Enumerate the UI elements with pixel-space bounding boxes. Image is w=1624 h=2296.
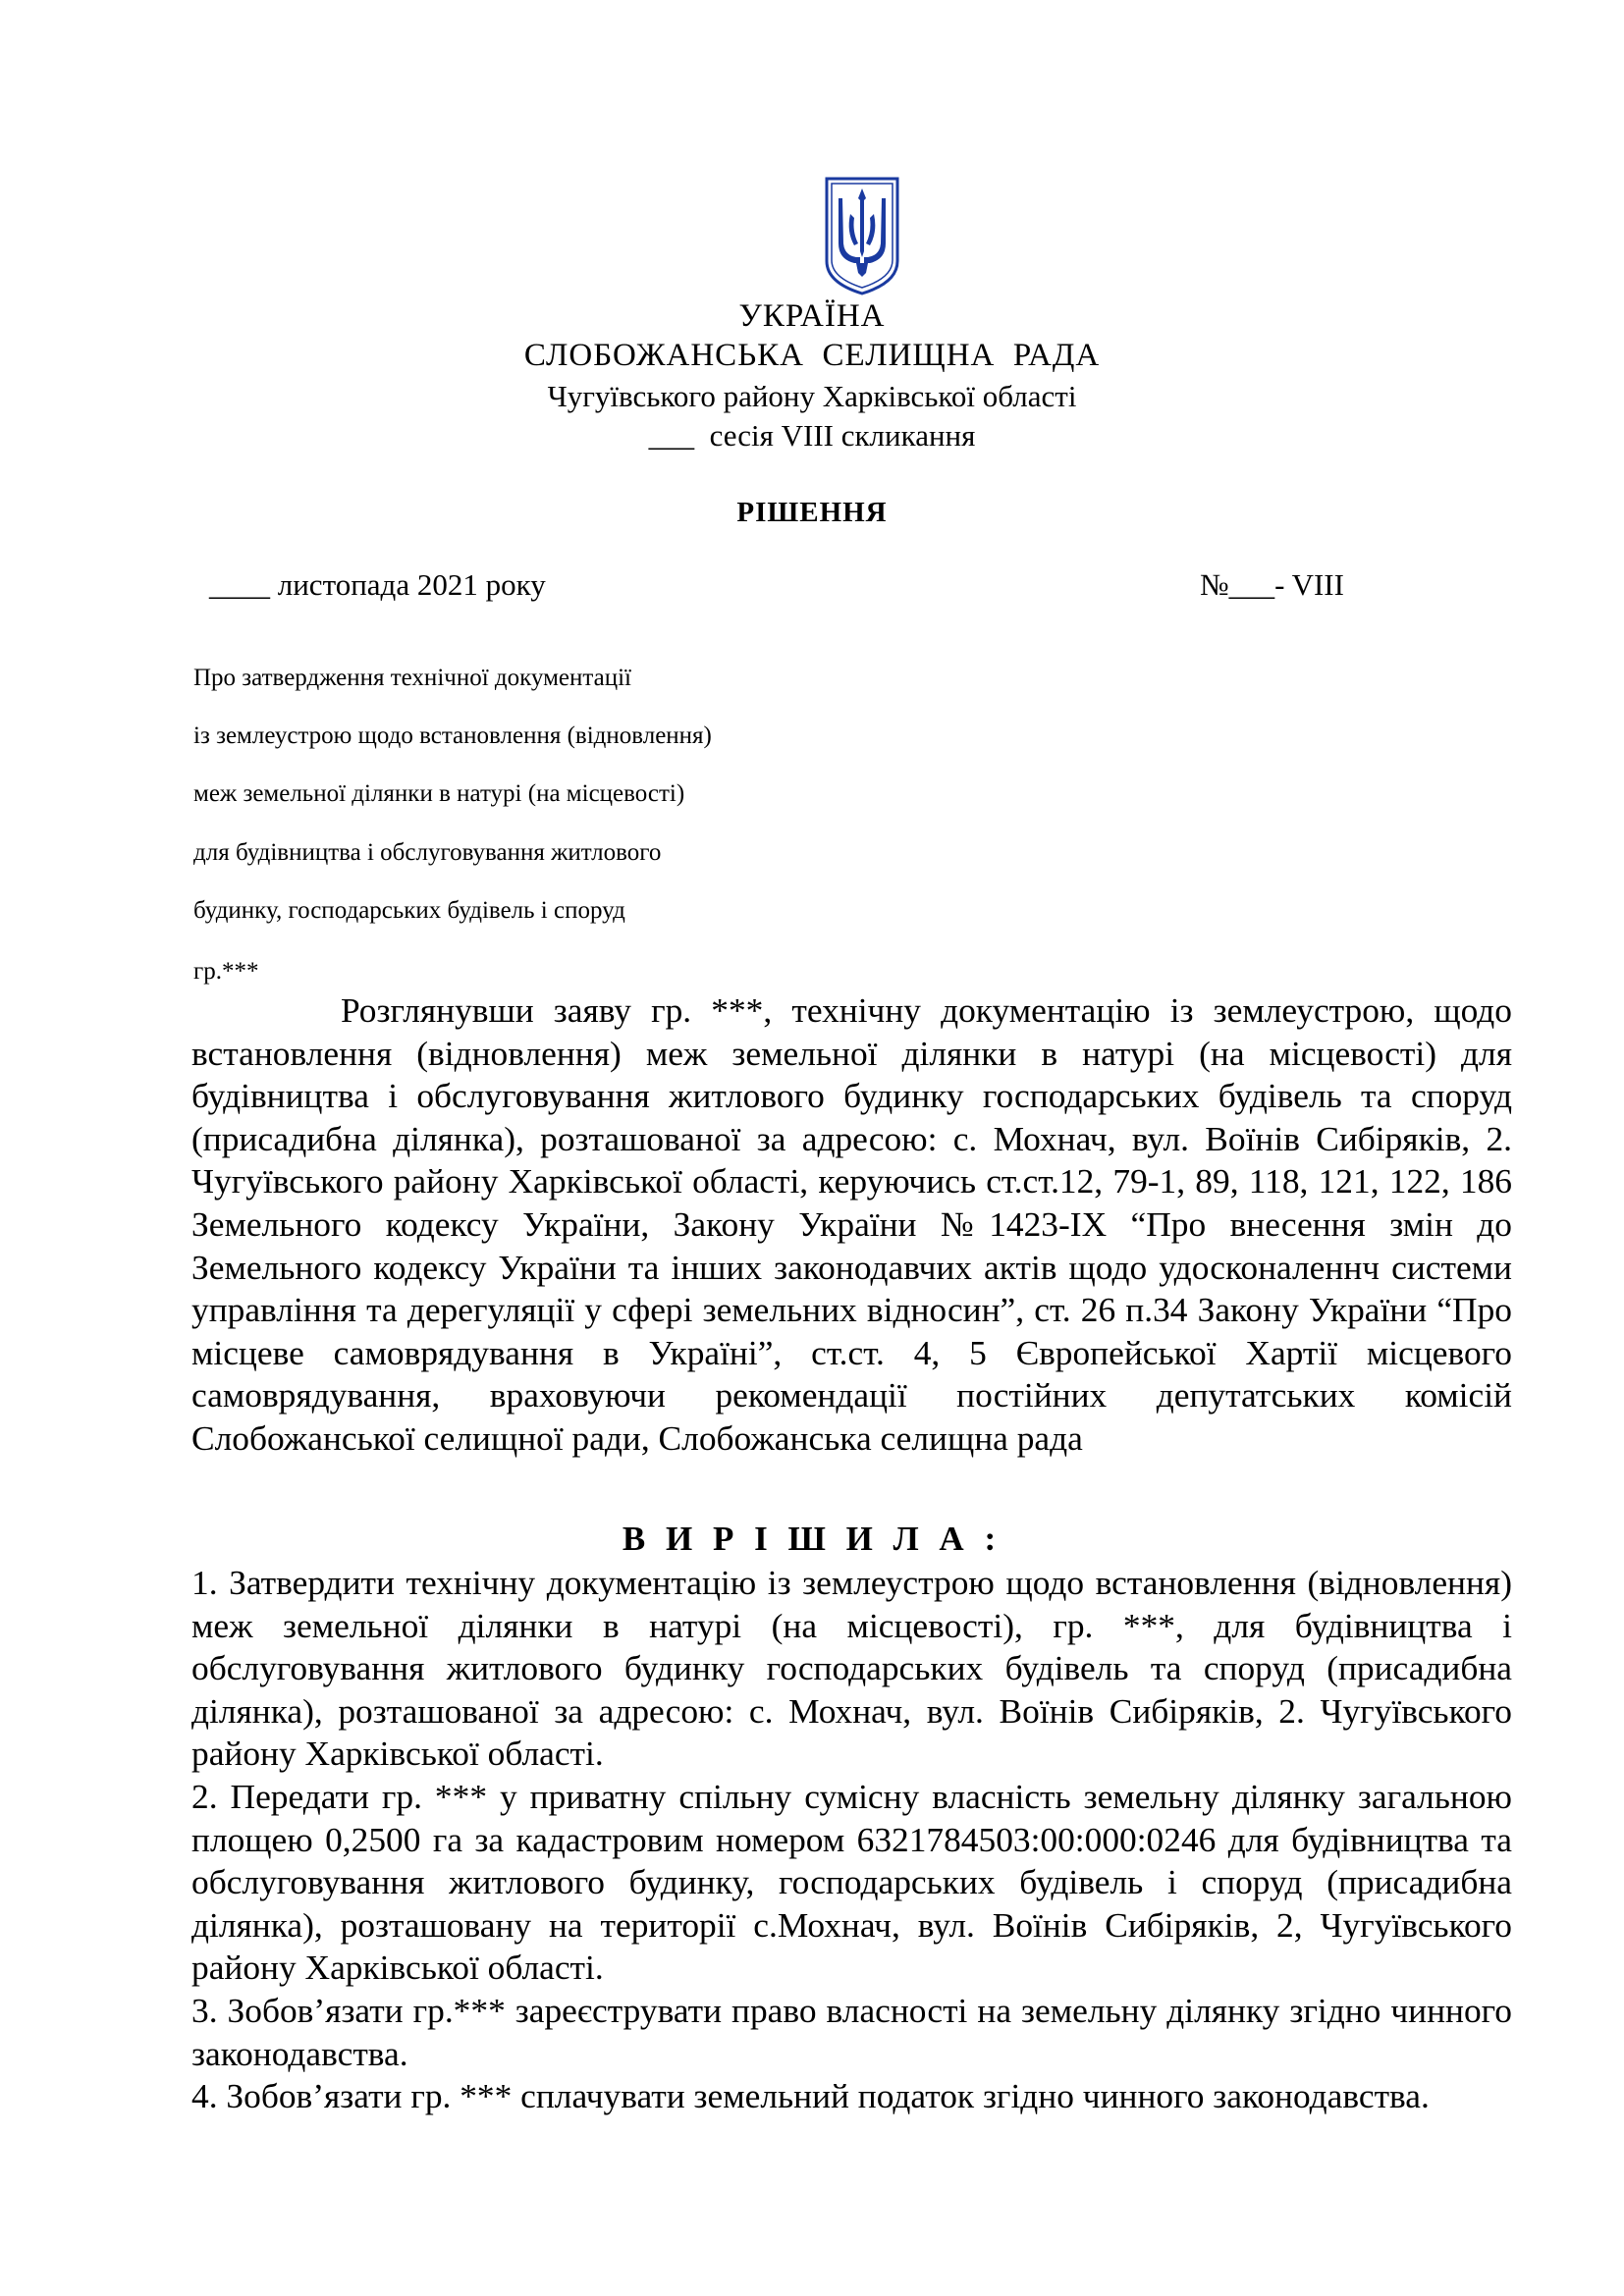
subject-line: для будівництва і обслуговування житлового [193,839,662,866]
decision-item: 4. Зобов’язати гр. *** сплачувати земельний податок згідно чинного законодавства. [191,2076,1430,2116]
coat-of-arms-trident-icon [823,175,901,297]
decision-item: 2. Передати гр. *** у приватну спільну сумісну власність земельну ділянку загальною площею 0,2500 га за кадастровим номером 6321784503:00:000:0246 для будівництва та обслуговування житлового будинку, господарських будівель і споруд (присадибна ділянка), розташовану на території с.Мохнач, вул. Воїнів Сибіряків, 2, Чугуївського району Харківської області. [191,1776,1512,1988]
decision-items [191,1562,1512,2118]
subject-line: із землеустрою щодо встановлення (відновлення) [193,722,712,749]
subject-line: меж земельної ділянки в натурі (на місцевості) [193,780,685,807]
decision-number: №___- VIII [1200,567,1344,602]
district-name: Чугуївського району Харківської області [547,379,1077,413]
country-name: УКРАЇНА [738,298,886,334]
subject-line: гр.*** [193,958,259,985]
decision-heading: В И Р І Ш И Л А : [622,1520,1002,1558]
session-line: ___ сесія VIII скликання [648,418,976,453]
subject-line: будинку, господарських будівель і споруд [193,897,625,924]
decision-item: 1. Затвердити технічну документацію із землеустрою щодо встановлення (відновлення) меж земельної ділянки в натурі (на місцевості), гр. ***, для будівництва і обслуговування житлового будинку господарських будівель та споруд (присадибна ділянка), розташованої за адресою: с. Мохнач, вул. Воїнів Сибіряків, 2. Чугуївського району Харківської області. [191,1563,1512,1774]
decision-item: 3. Зобов’язати гр.*** зареєструвати право власності на земельну ділянку згідно чинного законодавства. [191,1990,1512,2073]
council-name: СЛОБОЖАНСЬКА СЕЛИЩНА РАДА [523,338,1101,373]
preamble-block [191,989,1512,1461]
document-title: РІШЕННЯ [736,497,888,528]
preamble-paragraph: Розглянувши заяву гр. ***, технічну документацію із землеустрою, щодо встановлення (відновлення) меж земельної ділянки в натурі (на місцевості) для будівництва і обслуговування житлового будинку господарських будівель та споруд (присадибна ділянка), розташованої за адресою: с. Мохнач, вул. Воїнів Сибіряків, 2. Чугуївського району Харківської області, керуючись ст.ст.12, 79-1, 89, 118, 121, 122, 186 Земельного кодексу України, Закону України №1423-IX “Про внесення змін до Земельного кодексу України та інших законодавчих актів щодо удосконаленнч системи управління та дерегуляції у сфері земельних відносин”, ст. 26 п.34 Закону України “Про місцеве самоврядування в Україні”, ст.ст. 4, 5 Європейської Хартії місцевого самоврядування, враховуючи рекомендації постійних депутатських комісій Слобожанської селищної ради, Слобожанська селищна рада [191,990,1512,1458]
decision-date: ____ листопада 2021 року [209,567,546,602]
subject-line: Про затвердження технічної документації [193,665,631,691]
